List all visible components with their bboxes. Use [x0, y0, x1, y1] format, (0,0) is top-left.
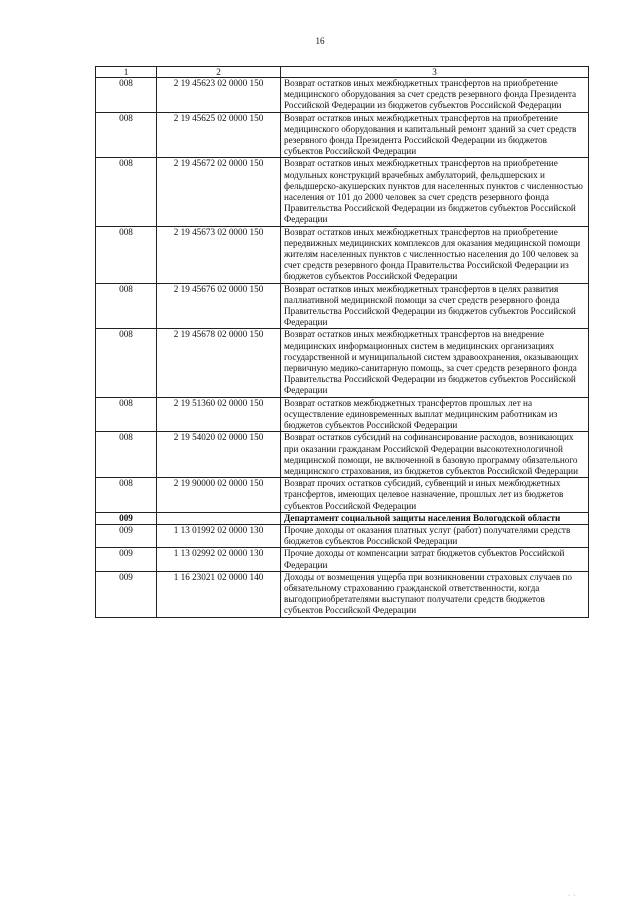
- column-header-3: 3: [281, 67, 589, 78]
- table-row: [96, 524, 589, 547]
- kbk-code-cell: 2 19 45623 02 0000 150: [157, 78, 281, 113]
- department-name-cell: Департамент социальной защиты населения Вологодской области: [281, 512, 589, 524]
- table-row: [96, 571, 589, 617]
- description-cell: Доходы от возмещения ущерба при возникновении страховых случаев по обязательному страхованию гражданской ответственности, когда выгодоприобретателями выступают получатели средств бюджетов субъектов Российской Федерации: [281, 571, 589, 617]
- table-row: [96, 478, 589, 513]
- kbk-code-cell: 1 13 02992 02 0000 130: [157, 548, 281, 571]
- admin-code-cell: 008: [96, 226, 157, 283]
- table-row: [96, 432, 589, 478]
- kbk-code-cell: 2 19 45678 02 0000 150: [157, 329, 281, 397]
- admin-code-cell: 008: [96, 329, 157, 397]
- kbk-code-cell: [157, 512, 281, 524]
- kbk-code-cell: 2 19 45673 02 0000 150: [157, 226, 281, 283]
- admin-code-cell: 008: [96, 432, 157, 478]
- admin-code-cell: 008: [96, 158, 157, 226]
- kbk-code-cell: 2 19 90000 02 0000 150: [157, 478, 281, 513]
- description-cell: Возврат прочих остатков субсидий, субвенций и иных межбюджетных трансфертов, имеющих целевое назначение, прошлых лет из бюджетов субъектов Российской Федерации: [281, 478, 589, 513]
- description-cell: Возврат остатков субсидий на софинансирование расходов, возникающих при оказании гражданам Российской Федерации высокотехнологичной медицинской помощи, не включенной в базовую программу обязательного медицинского страхования, из бюджетов субъектов Российской Федерации: [281, 432, 589, 478]
- kbk-code-cell: 2 19 54020 02 0000 150: [157, 432, 281, 478]
- admin-code-cell: 008: [96, 478, 157, 513]
- kbk-code-cell: 2 19 51360 02 0000 150: [157, 397, 281, 432]
- scan-mark: · ·: [568, 893, 577, 899]
- admin-code-cell: 009: [96, 571, 157, 617]
- table-row: [96, 226, 589, 283]
- kbk-code-cell: 2 19 45672 02 0000 150: [157, 158, 281, 226]
- kbk-code-cell: 2 19 45625 02 0000 150: [157, 112, 281, 158]
- kbk-code-cell: 1 16 23021 02 0000 140: [157, 571, 281, 617]
- page-number: 16: [315, 36, 325, 46]
- table-row: [96, 283, 589, 329]
- description-cell: Прочие доходы от компенсации затрат бюджетов субъектов Российской Федерации: [281, 548, 589, 571]
- admin-code-cell: 008: [96, 78, 157, 113]
- admin-code-cell: 008: [96, 112, 157, 158]
- admin-code-cell: 009: [96, 524, 157, 547]
- description-cell: Возврат остатков иных межбюджетных трансфертов на приобретение передвижных медицинских комплексов для оказания медицинской помощи жителям населенных пунктов с численностью населения до 100 человек за счет средств резервного фонда Правительства Российской Федерации из бюджетов субъектов Российской Федерации: [281, 226, 589, 283]
- table-row: [96, 329, 589, 397]
- admin-code-cell: 008: [96, 397, 157, 432]
- table-row: [96, 548, 589, 571]
- admin-code-cell: 009: [96, 512, 157, 524]
- description-cell: Возврат остатков иных межбюджетных трансфертов на приобретение медицинского оборудования и капитальный ремонт зданий за счет средств резервного фонда Президента Российской Федерации из бюджетов субъектов Российской Федерации: [281, 112, 589, 158]
- description-cell: Возврат остатков иных межбюджетных трансфертов на внедрение медицинских информационных систем в медицинских организациях государственной и муниципальной систем здравоохранения, оказывающих первичную медико-санитарную помощь, за счет средств резервного фонда Правительства Российской Федерации из бюджетов субъектов Российской Федерации: [281, 329, 589, 397]
- table-row: [96, 112, 589, 158]
- kbk-code-cell: 2 19 45676 02 0000 150: [157, 283, 281, 329]
- table-row: [96, 158, 589, 226]
- table-row: [96, 397, 589, 432]
- description-cell: Возврат остатков иных межбюджетных трансфертов на приобретение модульных конструкций врачебных амбулаторий, фельдшерских и фельдшерско-акушерских пунктов для населенных пунктов с численностью населения от 101 до 2000 человек за счет средств резервного фонда Правительства Российской Федерации из бюджетов субъектов Российской Федерации: [281, 158, 589, 226]
- section-header-row: [96, 512, 589, 524]
- description-cell: Возврат остатков иных межбюджетных трансфертов в целях развития паллиативной медицинской помощи за счет средств резервного фонда Правительства Российской Федерации из бюджетов субъектов Российской Федерации: [281, 283, 589, 329]
- column-header-1: 1: [96, 67, 157, 78]
- table-row: [96, 78, 589, 113]
- description-cell: Прочие доходы от оказания платных услуг (работ) получателями средств бюджетов субъектов Российской Федерации: [281, 524, 589, 547]
- column-header-2: 2: [157, 67, 281, 78]
- kbk-code-cell: 1 13 01992 02 0000 130: [157, 524, 281, 547]
- table-header-row: [96, 67, 589, 78]
- admin-code-cell: 009: [96, 548, 157, 571]
- admin-code-cell: 008: [96, 283, 157, 329]
- description-cell: Возврат остатков иных межбюджетных трансфертов на приобретение медицинского оборудования за счет средств резервного фонда Президента Российской Федерации из бюджетов субъектов Российской Федерации: [281, 78, 589, 113]
- description-cell: Возврат остатков межбюджетных трансфертов прошлых лет на осуществление единовременных выплат медицинским работникам из бюджетов субъектов Российской Федерации: [281, 397, 589, 432]
- budget-codes-table: [95, 66, 589, 618]
